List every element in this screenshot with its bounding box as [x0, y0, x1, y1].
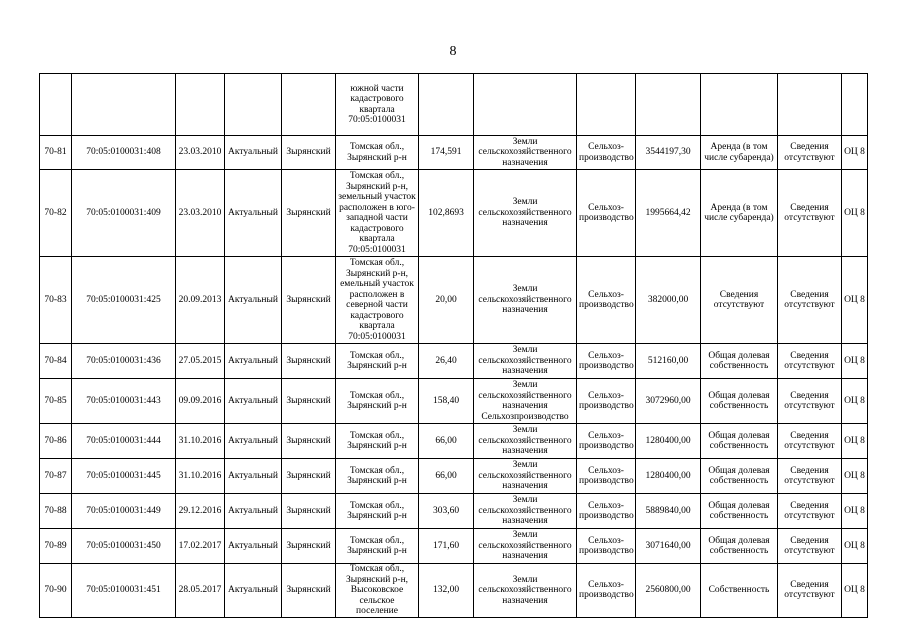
code-cell: ОЦ 8: [842, 170, 868, 257]
encumbrance-cell: Сведения отсутствуют: [778, 136, 842, 170]
code-cell: [842, 74, 868, 136]
area-cell: 66,00: [419, 424, 474, 459]
cadastral-number-cell: 70:05:0100031:408: [72, 136, 176, 170]
area-cell: 171,60: [419, 529, 474, 564]
table-row: [40, 136, 868, 170]
district-cell: [282, 74, 336, 136]
record-status-cell: Актуальный: [225, 494, 282, 529]
encumbrance-cell: Сведения отсутствуют: [778, 379, 842, 424]
code-cell: ОЦ 8: [842, 136, 868, 170]
cadastral-number-cell: [72, 74, 176, 136]
permitted-use-cell: Сельхоз- производство: [577, 529, 636, 564]
cadastral-value-cell: 1280400,00: [636, 424, 701, 459]
code-cell: ОЦ 8: [842, 564, 868, 618]
land-category-cell: Земли сельскохозяйственного назначения: [474, 424, 577, 459]
encumbrance-cell: Сведения отсутствуют: [778, 529, 842, 564]
cadastral-number-cell: 70:05:0100031:425: [72, 257, 176, 344]
address-cell: Томская обл., Зырянский р-н: [336, 529, 419, 564]
cadastral-number-cell: 70:05:0100031:443: [72, 379, 176, 424]
table-row: [40, 424, 868, 459]
row-number-cell: 70-85: [40, 379, 72, 424]
land-category-cell: Земли сельскохозяйственного назначения: [474, 459, 577, 494]
table-row: [40, 170, 868, 257]
area-cell: 26,40: [419, 344, 474, 379]
address-cell: Томская обл., Зырянский р-н: [336, 424, 419, 459]
district-cell: Зырянский: [282, 344, 336, 379]
right-type-cell: Общая долевая собственность: [701, 459, 778, 494]
row-number-cell: 70-88: [40, 494, 72, 529]
permitted-use-cell: [577, 74, 636, 136]
registration-date-cell: 27.05.2015: [176, 344, 225, 379]
address-cell: южной части кадастрового квартала 70:05:0100031: [336, 74, 419, 136]
district-cell: Зырянский: [282, 424, 336, 459]
encumbrance-cell: Сведения отсутствуют: [778, 564, 842, 618]
permitted-use-cell: Сельхоз- производство: [577, 564, 636, 618]
area-cell: 66,00: [419, 459, 474, 494]
right-type-cell: Общая долевая собственность: [701, 344, 778, 379]
district-cell: Зырянский: [282, 564, 336, 618]
row-number-cell: 70-90: [40, 564, 72, 618]
permitted-use-cell: Сельхоз- производство: [577, 344, 636, 379]
table-row: [40, 529, 868, 564]
cadastral-number-cell: 70:05:0100031:409: [72, 170, 176, 257]
encumbrance-cell: Сведения отсутствуют: [778, 257, 842, 344]
record-status-cell: Актуальный: [225, 170, 282, 257]
record-status-cell: Актуальный: [225, 136, 282, 170]
code-cell: ОЦ 8: [842, 494, 868, 529]
address-cell: Томская обл., Зырянский р-н: [336, 136, 419, 170]
cadastral-number-cell: 70:05:0100031:436: [72, 344, 176, 379]
address-cell: Томская обл., Зырянский р-н, Высоковское сельское поселение: [336, 564, 419, 618]
table-row: [40, 74, 868, 136]
encumbrance-cell: Сведения отсутствуют: [778, 170, 842, 257]
permitted-use-cell: Сельхоз- производство: [577, 459, 636, 494]
district-cell: Зырянский: [282, 494, 336, 529]
record-status-cell: Актуальный: [225, 379, 282, 424]
district-cell: Зырянский: [282, 529, 336, 564]
cadastral-value-cell: 3072960,00: [636, 379, 701, 424]
address-cell: Томская обл., Зырянский р-н: [336, 344, 419, 379]
table-body: [40, 74, 868, 618]
right-type-cell: Общая долевая собственность: [701, 424, 778, 459]
registration-date-cell: 23.03.2010: [176, 170, 225, 257]
table-row: [40, 459, 868, 494]
district-cell: Зырянский: [282, 136, 336, 170]
registration-date-cell: 17.02.2017: [176, 529, 225, 564]
record-status-cell: Актуальный: [225, 424, 282, 459]
permitted-use-cell: Сельхоз- производство: [577, 257, 636, 344]
row-number-cell: 70-82: [40, 170, 72, 257]
row-number-cell: [40, 74, 72, 136]
right-type-cell: Общая долевая собственность: [701, 494, 778, 529]
row-number-cell: 70-86: [40, 424, 72, 459]
permitted-use-cell: Сельхоз- производство: [577, 170, 636, 257]
cadastral-value-cell: 382000,00: [636, 257, 701, 344]
encumbrance-cell: Сведения отсутствуют: [778, 424, 842, 459]
code-cell: ОЦ 8: [842, 379, 868, 424]
land-category-cell: [474, 74, 577, 136]
cadastral-value-cell: 5889840,00: [636, 494, 701, 529]
area-cell: [419, 74, 474, 136]
page-number: 8: [449, 44, 457, 59]
land-category-cell: Земли сельскохозяйственного назначения Сельхозпроизводство: [474, 379, 577, 424]
land-category-cell: Земли сельскохозяйственного назначения: [474, 136, 577, 170]
cadastral-value-cell: 1995664,42: [636, 170, 701, 257]
code-cell: ОЦ 8: [842, 459, 868, 494]
land-category-cell: Земли сельскохозяйственного назначения: [474, 564, 577, 618]
address-cell: Томская обл., Зырянский р-н: [336, 379, 419, 424]
cadastral-value-cell: 3071640,00: [636, 529, 701, 564]
area-cell: 132,00: [419, 564, 474, 618]
district-cell: Зырянский: [282, 459, 336, 494]
row-number-cell: 70-83: [40, 257, 72, 344]
record-status-cell: Актуальный: [225, 257, 282, 344]
table-row: [40, 494, 868, 529]
registration-date-cell: 23.03.2010: [176, 136, 225, 170]
land-category-cell: Земли сельскохозяйственного назначения: [474, 344, 577, 379]
encumbrance-cell: [778, 74, 842, 136]
right-type-cell: Сведения отсутствуют: [701, 257, 778, 344]
right-type-cell: Аренда (в том числе субаренда): [701, 136, 778, 170]
record-status-cell: Актуальный: [225, 529, 282, 564]
record-status-cell: Актуальный: [225, 344, 282, 379]
address-cell: Томская обл., Зырянский р-н, земельный участок расположен в юго- западной части кадастрового квартала 70:05:0100031: [336, 170, 419, 257]
cadastral-value-cell: 512160,00: [636, 344, 701, 379]
table-row: [40, 564, 868, 618]
record-status-cell: Актуальный: [225, 459, 282, 494]
cadastral-number-cell: 70:05:0100031:444: [72, 424, 176, 459]
encumbrance-cell: Сведения отсутствуют: [778, 459, 842, 494]
area-cell: 303,60: [419, 494, 474, 529]
encumbrance-cell: Сведения отсутствуют: [778, 494, 842, 529]
address-cell: Томская обл., Зырянский р-н: [336, 494, 419, 529]
permitted-use-cell: Сельхоз- производство: [577, 136, 636, 170]
area-cell: 20,00: [419, 257, 474, 344]
code-cell: ОЦ 8: [842, 424, 868, 459]
row-number-cell: 70-87: [40, 459, 72, 494]
code-cell: ОЦ 8: [842, 529, 868, 564]
code-cell: ОЦ 8: [842, 344, 868, 379]
row-number-cell: 70-84: [40, 344, 72, 379]
row-number-cell: 70-89: [40, 529, 72, 564]
registration-date-cell: 29.12.2016: [176, 494, 225, 529]
district-cell: Зырянский: [282, 379, 336, 424]
permitted-use-cell: Сельхоз- производство: [577, 379, 636, 424]
registration-date-cell: [176, 74, 225, 136]
cadastral-number-cell: 70:05:0100031:451: [72, 564, 176, 618]
registration-date-cell: 09.09.2016: [176, 379, 225, 424]
cadastral-number-cell: 70:05:0100031:449: [72, 494, 176, 529]
area-cell: 174,591: [419, 136, 474, 170]
cadastral-value-cell: 1280400,00: [636, 459, 701, 494]
right-type-cell: Аренда (в том числе субаренда): [701, 170, 778, 257]
registration-date-cell: 31.10.2016: [176, 459, 225, 494]
encumbrance-cell: Сведения отсутствуют: [778, 344, 842, 379]
cadastral-value-cell: 3544197,30: [636, 136, 701, 170]
land-category-cell: Земли сельскохозяйственного назначения: [474, 529, 577, 564]
district-cell: Зырянский: [282, 257, 336, 344]
table-row: [40, 257, 868, 344]
registration-date-cell: 28.05.2017: [176, 564, 225, 618]
cadastral-value-cell: 2560800,00: [636, 564, 701, 618]
district-cell: Зырянский: [282, 170, 336, 257]
area-cell: 102,8693: [419, 170, 474, 257]
right-type-cell: [701, 74, 778, 136]
right-type-cell: Общая долевая собственность: [701, 379, 778, 424]
code-cell: ОЦ 8: [842, 257, 868, 344]
permitted-use-cell: Сельхоз- производство: [577, 424, 636, 459]
address-cell: Томская обл., Зырянский р-н: [336, 459, 419, 494]
cadastral-number-cell: 70:05:0100031:450: [72, 529, 176, 564]
table-row: [40, 379, 868, 424]
record-status-cell: [225, 74, 282, 136]
right-type-cell: Собственность: [701, 564, 778, 618]
cadastral-value-cell: [636, 74, 701, 136]
land-category-cell: Земли сельскохозяйственного назначения: [474, 170, 577, 257]
land-plots-table: [39, 73, 868, 618]
area-cell: 158,40: [419, 379, 474, 424]
permitted-use-cell: Сельхоз- производство: [577, 494, 636, 529]
land-category-cell: Земли сельскохозяйственного назначения: [474, 494, 577, 529]
right-type-cell: Общая долевая собственность: [701, 529, 778, 564]
table-row: [40, 344, 868, 379]
record-status-cell: Актуальный: [225, 564, 282, 618]
registration-date-cell: 20.09.2013: [176, 257, 225, 344]
cadastral-number-cell: 70:05:0100031:445: [72, 459, 176, 494]
registration-date-cell: 31.10.2016: [176, 424, 225, 459]
row-number-cell: 70-81: [40, 136, 72, 170]
land-category-cell: Земли сельскохозяйственного назначения: [474, 257, 577, 344]
address-cell: Томская обл., Зырянский р-н, емельный участок расположен в северной части кадастрового квартала 70:05:0100031: [336, 257, 419, 344]
